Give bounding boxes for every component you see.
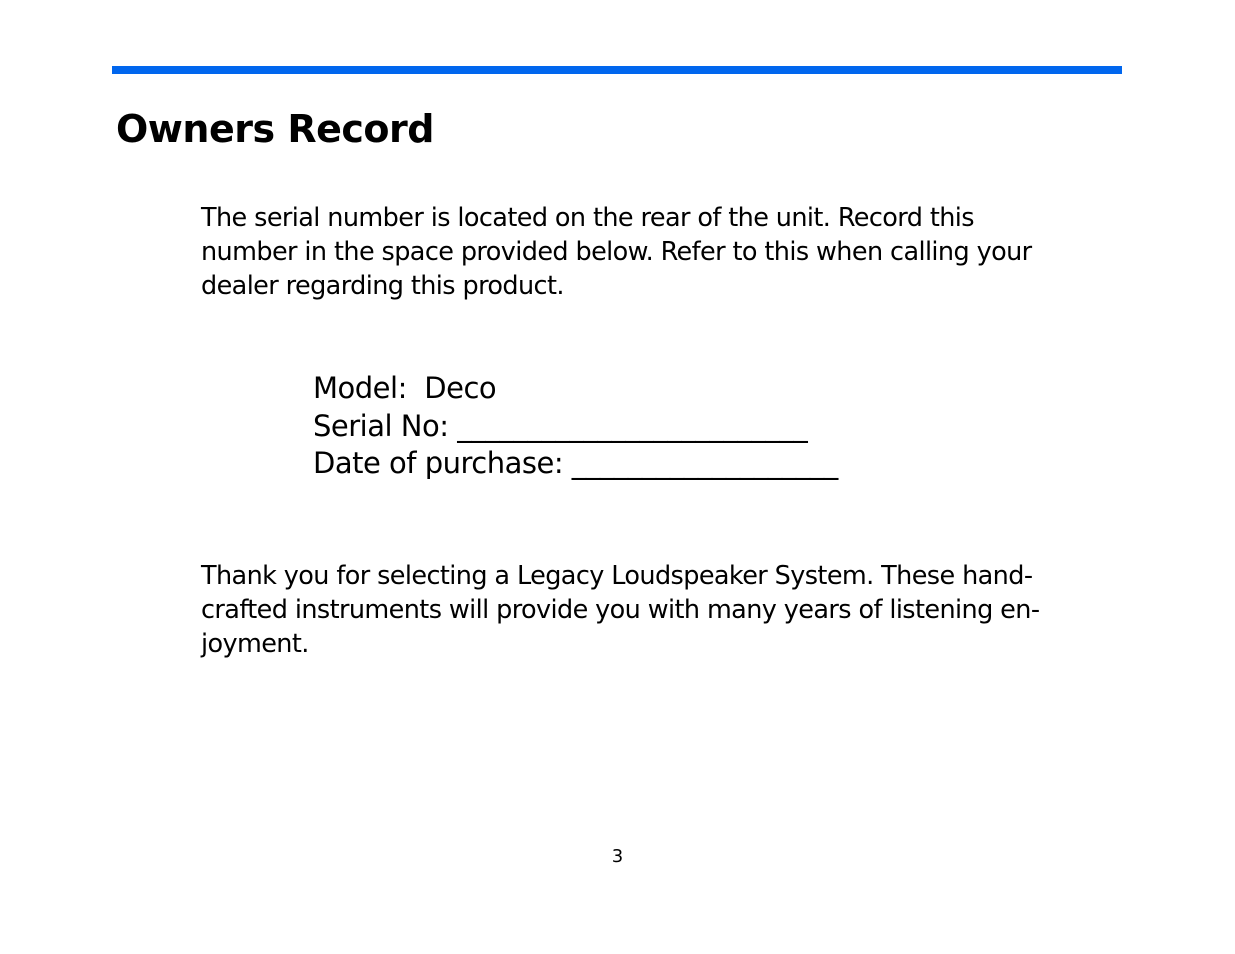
thanks-line: crafted instruments will provide you with many years of listening en- [201,595,1040,625]
owner-record-form [313,370,838,483]
thanks-line: joyment. [201,629,309,659]
thank-you-paragraph [201,559,1081,661]
purchase-date-field[interactable]: Date of purchase: ___________________ [313,446,838,480]
thanks-line: Thank you for selecting a Legacy Loudspeaker System. These hand- [201,561,1033,591]
intro-line: dealer regarding this product. [201,271,564,301]
intro-line: number in the space provided below. Refer to this when calling your [201,237,1032,267]
intro-paragraph [201,201,1081,303]
intro-line: The serial number is located on the rear of the unit. Record this [201,203,974,233]
page-title: Owners Record [116,107,434,151]
header-rule [112,66,1122,74]
page-number: 3 [611,846,624,867]
model-row: Model: Deco [313,371,497,405]
serial-number-field[interactable]: Serial No: _________________________ [313,408,808,443]
